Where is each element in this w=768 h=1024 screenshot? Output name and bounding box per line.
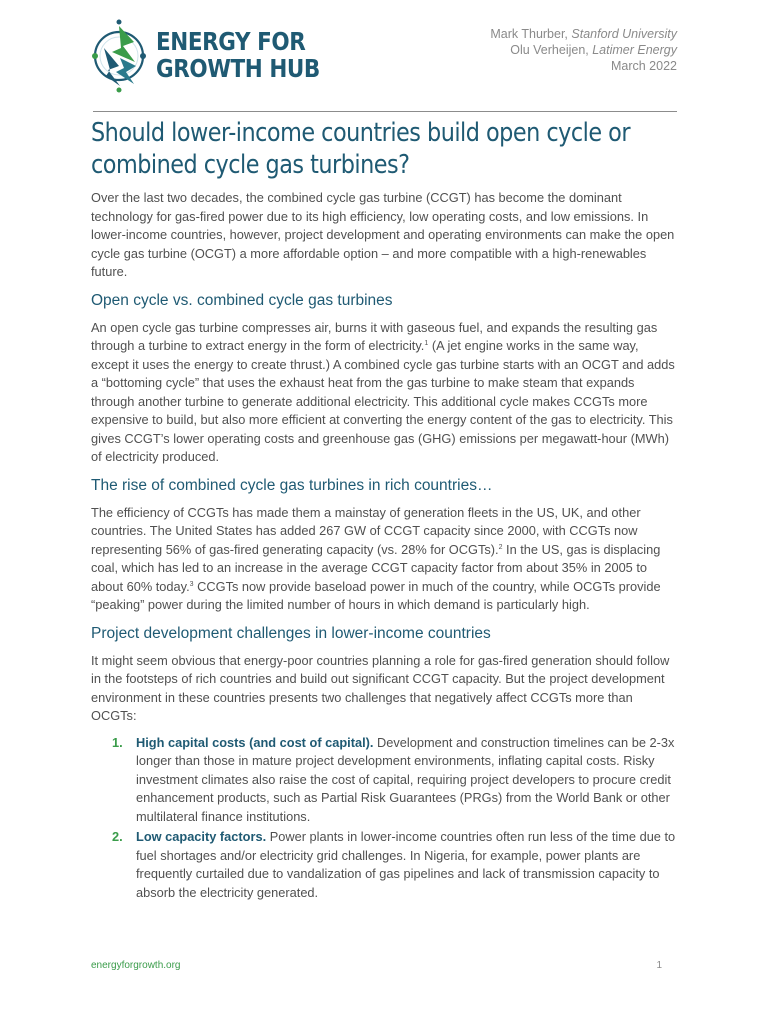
author-1-affiliation: Stanford University xyxy=(571,27,677,41)
intro-paragraph: Over the last two decades, the combined cycle gas turbine (CCGT) has become the dominant technology for gas-fired power due to its high efficiency, low operating costs, and low emissions. In lower-income countries, however, project development and operating environments can make the open cycle gas turbine (OCGT) a more affordable option – and more compatible with a high-renewables future. xyxy=(91,190,675,279)
author-block xyxy=(490,26,677,74)
list-item-lead: High capital costs (and cost of capital). xyxy=(136,734,374,750)
energy-hub-emblem-icon xyxy=(90,18,152,94)
s2-text-c: CCGTs now provide baseload power in much of the country, while OCGTs provide “peaking” power during the limited number of hours in which demand is particularly high. xyxy=(91,578,661,612)
list-item xyxy=(91,828,677,902)
challenges-list xyxy=(91,734,677,903)
author-2 xyxy=(490,42,677,58)
s1-text-a: An open cycle gas turbine compresses air, burns it with gaseous fuel, and expands the resulting gas through a turbine to extract energy in the form of electricity. xyxy=(91,319,658,353)
header-divider xyxy=(93,111,677,112)
list-item-text: Power plants in lower-income countries often run less of the time due to fuel shortages and/or electricity grid challenges. In Nigeria, for example, power plants are frequently curtailed due to vandalization of gas pipelines and lack of transmission capacity to absorb the electricity generated. xyxy=(136,829,676,900)
section-heading-rise-of-ccgt: The rise of combined cycle gas turbines in rich countries… xyxy=(91,476,493,494)
logo-line-1: ENERGY FOR xyxy=(156,27,306,56)
footnote-ref-3[interactable]: 3 xyxy=(189,580,194,588)
section-2-paragraph xyxy=(91,504,677,615)
author-2-affiliation: Latimer Energy xyxy=(592,43,677,57)
list-item-text: Development and construction timelines can be 2-3x longer than those in mature project development environments, inflating capital costs. Risky investment climates also raise the cost of capital, requiring project developers to procure credit enhancement products, such as Partial Risk Guarantees (PRGs) from the World Bank or other multilateral finance institutions. xyxy=(136,734,675,824)
list-item-lead: Low capacity factors. xyxy=(136,829,267,844)
logo-line-2: GROWTH HUB xyxy=(156,54,320,83)
footnote-ref-2[interactable]: 2 xyxy=(498,543,503,551)
footnote-ref-1[interactable]: 1 xyxy=(424,340,429,347)
section-3-paragraph: It might seem obvious that energy-poor countries planning a role for gas-fired generation should follow in the footsteps of rich countries and build out significant CCGT capacity. But the project development environment in these countries presents two challenges that negatively affect CCGTs more than OCGTs: xyxy=(91,652,670,723)
section-heading-project-challenges: Project development challenges in lower-income countries xyxy=(91,624,491,642)
author-2-name: Olu Verheijen, xyxy=(510,43,593,57)
s2-text-a: The efficiency of CCGTs has made them a mainstay of generation fleets in the US, UK, and other countries. The United States has added 267 GW of CCGT capacity since 2000, with CCGTs now representing 56% of gas-fired generating capacity (vs. 28% for OCGTs). xyxy=(91,504,641,557)
section-1-paragraph xyxy=(91,319,677,467)
article-body xyxy=(91,117,677,904)
list-item-number: 1. xyxy=(112,734,123,750)
page-title: Should lower-income countries build open cycle or combined cycle gas turbines? xyxy=(91,118,630,180)
footer-website-link[interactable]: energyforgrowth.org xyxy=(91,960,181,971)
section-heading-open-vs-combined: Open cycle vs. combined cycle gas turbines xyxy=(91,291,393,309)
publication-date: March 2022 xyxy=(610,59,677,73)
s2-text-b: In the US, gas is displacing coal, which has led to an increase in the average CCGT capacity factor from about 35% in 2005 to about 60% today. xyxy=(91,541,661,594)
brand-logo xyxy=(90,18,320,94)
logo-wordmark xyxy=(156,28,320,82)
list-item-number: 2. xyxy=(112,829,123,844)
page-number: 1 xyxy=(656,960,662,971)
s1-text-b: (A jet engine works in the same way, except it uses the energy to create thrust.) A combined cycle gas turbine starts with an OCGT and adds a “bottoming cycle” that uses the exhaust heat from the gas turbine to make steam that expands through another turbine to generate additional electricity. This additional cycle makes CCGTs more expensive to build, but also more efficient at converting the energy content of the gas to electricity. This gives CCGT’s lower operating costs and greenhouse gas (GHG) emissions per megawatt-hour (MWh) of electricity produced. xyxy=(91,338,675,464)
author-1-name: Mark Thurber, xyxy=(490,27,572,41)
author-1 xyxy=(490,26,677,42)
list-item xyxy=(91,734,677,827)
